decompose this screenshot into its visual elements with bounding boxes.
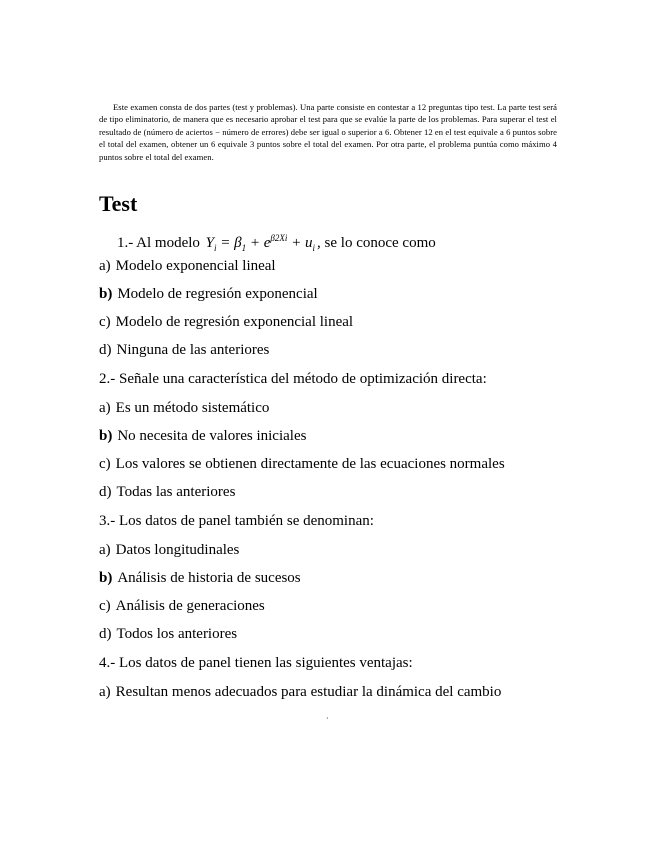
option-text: Los valores se obtienen directamente de las ecuaciones normales [115,456,505,472]
option-marker: b) [99,570,113,586]
option-marker: d) [99,484,112,500]
option-text: Todas las anteriores [116,484,236,500]
option-marker: d) [99,626,112,642]
question-2-option-d[interactable] [99,483,235,501]
exam-instructions: Este examen consta de dos partes (test y problemas). Una parte consiste en contestar a 12 preguntas tipo test. La parte test será de tipo eliminatorio, de manera que es necesario aprobar el test para que se evalúe la parte de los problemas. Para superar el test el resultado de (número de aciertos − número de errores) debe ser igual o superior a 6. Obtener 12 en el test equivale a 6 puntos sobre el total del examen, obtener un 6 equivale 3 puntos sobre el total del examen. Por otra parte, el problema puntúa como máximo 4 puntos sobre el total del examen. [99,102,557,162]
question-2: 2.- Señale una característica del método de optimización directa: [99,371,487,387]
option-text: Ninguna de las anteriores [116,342,270,358]
option-marker: b) [99,286,113,302]
formula-beta: = β [216,235,242,251]
formula-error: + u [287,235,313,251]
question-2-option-b[interactable] [99,427,306,445]
question-1-option-a[interactable] [99,257,276,275]
option-text: Resultan menos adecuados para estudiar la dinámica del cambio [115,684,502,700]
section-title: Test [99,191,138,216]
question-2-option-a[interactable] [99,399,269,417]
question-4: 4.- Los datos de panel tienen las siguientes ventajas: [99,655,413,671]
formula-y: Y [205,235,215,251]
formula-beta-subscript: 1 [241,243,247,253]
question-1-option-b[interactable] [99,285,318,303]
question-1-option-c[interactable] [99,313,353,331]
option-marker: c) [99,456,111,472]
option-text: Modelo de regresión exponencial [117,286,318,302]
option-marker: a) [99,684,111,700]
question-3: 3.- Los datos de panel también se denominan: [99,513,374,529]
option-text: Modelo de regresión exponencial lineal [115,314,354,330]
option-marker: c) [99,598,111,614]
page-footer-mark: · [326,714,329,723]
option-marker: c) [99,314,111,330]
formula-exponent: β2Xi [270,233,288,243]
option-text: Análisis de historia de sucesos [117,570,301,586]
question-2-option-c[interactable] [99,455,505,473]
option-text: Todos los anteriores [116,626,238,642]
formula-exp-base: + e [246,235,271,251]
option-text: No necesita de valores iniciales [117,428,307,444]
question-3-option-c[interactable] [99,597,265,615]
option-text: Es un método sistemático [115,400,270,416]
option-marker: a) [99,400,111,416]
formula-y-subscript: i [214,243,217,253]
formula-error-subscript: i [312,243,316,253]
question-1 [117,229,436,257]
question-4-option-a[interactable] [99,683,501,701]
question-3-option-a[interactable] [99,541,239,559]
model-formula [206,229,315,257]
option-marker: d) [99,342,112,358]
question-1-option-d[interactable] [99,341,269,359]
option-marker: a) [99,258,111,274]
option-marker: b) [99,428,113,444]
question-1-prefix: 1.- Al modelo [117,235,200,251]
option-text: Modelo exponencial lineal [115,258,276,274]
question-3-option-b[interactable] [99,569,301,587]
question-3-option-d[interactable] [99,625,237,643]
question-1-suffix: , se lo conoce como [317,235,436,251]
option-text: Datos longitudinales [115,542,240,558]
option-text: Análisis de generaciones [115,598,265,614]
option-marker: a) [99,542,111,558]
